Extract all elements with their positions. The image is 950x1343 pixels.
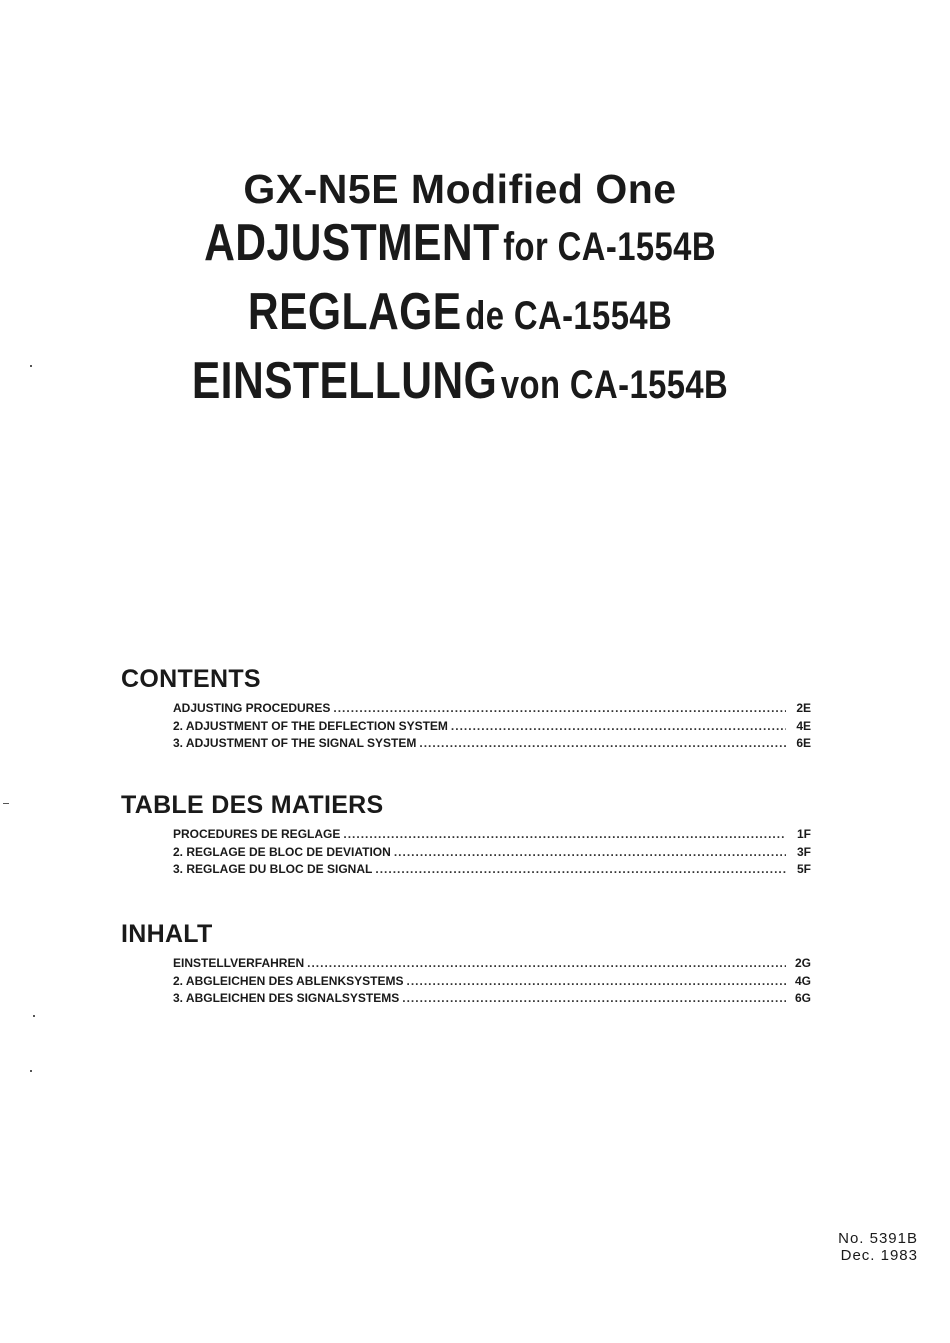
toc-entry-page: 6G: [794, 991, 811, 1005]
toc-entry-label: 2. ABGLEICHEN DES ABLENKSYSTEMS: [173, 973, 404, 988]
title-german-sub: von CA-1554B: [500, 363, 729, 407]
toc-section-english: [121, 664, 821, 753]
toc-section-german: [121, 919, 821, 1008]
scan-speck: [30, 1070, 32, 1072]
title-french: [83, 284, 837, 353]
model-title: GX-N5E Modified One: [243, 166, 677, 212]
toc-list: [173, 826, 811, 879]
toc-entry-label: EINSTELLVERFAHREN: [173, 956, 305, 970]
dot-leader: [394, 844, 786, 862]
toc-heading: INHALT: [121, 920, 213, 948]
document-number: No. 5391B: [838, 1230, 918, 1247]
toc-entry: [173, 990, 811, 1008]
toc-entry-page: 2E: [796, 701, 811, 715]
scan-speck: [3, 803, 9, 804]
toc-heading: TABLE DES MATIERS: [121, 791, 384, 819]
toc-entry: [173, 826, 811, 844]
dot-leader: [419, 735, 786, 753]
title-english-main: ADJUSTMENT: [204, 214, 500, 272]
toc-entry-page: 4G: [794, 973, 811, 988]
toc-list: [173, 955, 811, 1008]
document-date: Dec. 1983: [840, 1247, 918, 1264]
toc-entry: [173, 735, 811, 753]
dot-leader: [307, 955, 786, 973]
toc-entry: [173, 700, 811, 718]
toc-entry-page: 3F: [796, 844, 811, 859]
dot-leader: [375, 861, 786, 879]
toc-entry-label: PROCEDURES DE REGLAGE: [173, 827, 341, 841]
title-english-sub: for CA-1554B: [503, 225, 716, 269]
toc-entry-label: 3. ABGLEICHEN DES SIGNALSYSTEMS: [173, 991, 400, 1005]
toc-entry-page: 2G: [794, 956, 811, 970]
toc-entry: [173, 718, 811, 736]
toc-entry-label: 3. REGLAGE DU BLOC DE SIGNAL: [173, 862, 373, 876]
toc-entry: [173, 844, 811, 862]
title-french-main: REGLAGE: [247, 283, 462, 341]
dot-leader: [343, 826, 786, 844]
toc-entry-page: 4E: [796, 718, 811, 733]
toc-heading: CONTENTS: [121, 665, 261, 693]
title-german-main: EINSTELLUNG: [191, 352, 498, 410]
toc-entry-page: 1F: [796, 827, 811, 841]
dot-leader: [406, 973, 786, 991]
toc-entry: [173, 955, 811, 973]
scan-speck: [30, 365, 32, 367]
toc-entry-label: 3. ADJUSTMENT OF THE SIGNAL SYSTEM: [173, 736, 417, 750]
title-french-sub: de CA-1554B: [465, 294, 673, 338]
toc-section-french: [121, 790, 821, 879]
toc-entry-page: 5F: [796, 862, 811, 876]
title-english: [83, 215, 837, 284]
document-info: [826, 1230, 918, 1264]
toc-entry: [173, 973, 811, 991]
toc-entry-label: ADJUSTING PROCEDURES: [173, 701, 331, 715]
toc-list: [173, 700, 811, 753]
toc-entry: [173, 861, 811, 879]
dot-leader: [333, 700, 786, 718]
dot-leader: [451, 718, 786, 736]
toc-entry-label: 2. ADJUSTMENT OF THE DEFLECTION SYSTEM: [173, 718, 448, 733]
toc-entry-page: 6E: [796, 736, 811, 750]
title-block: [0, 163, 920, 422]
scan-speck: [33, 1015, 35, 1017]
dot-leader: [402, 990, 786, 1008]
toc-entry-label: 2. REGLAGE DE BLOC DE DEVIATION: [173, 844, 391, 859]
title-german: [83, 353, 837, 422]
